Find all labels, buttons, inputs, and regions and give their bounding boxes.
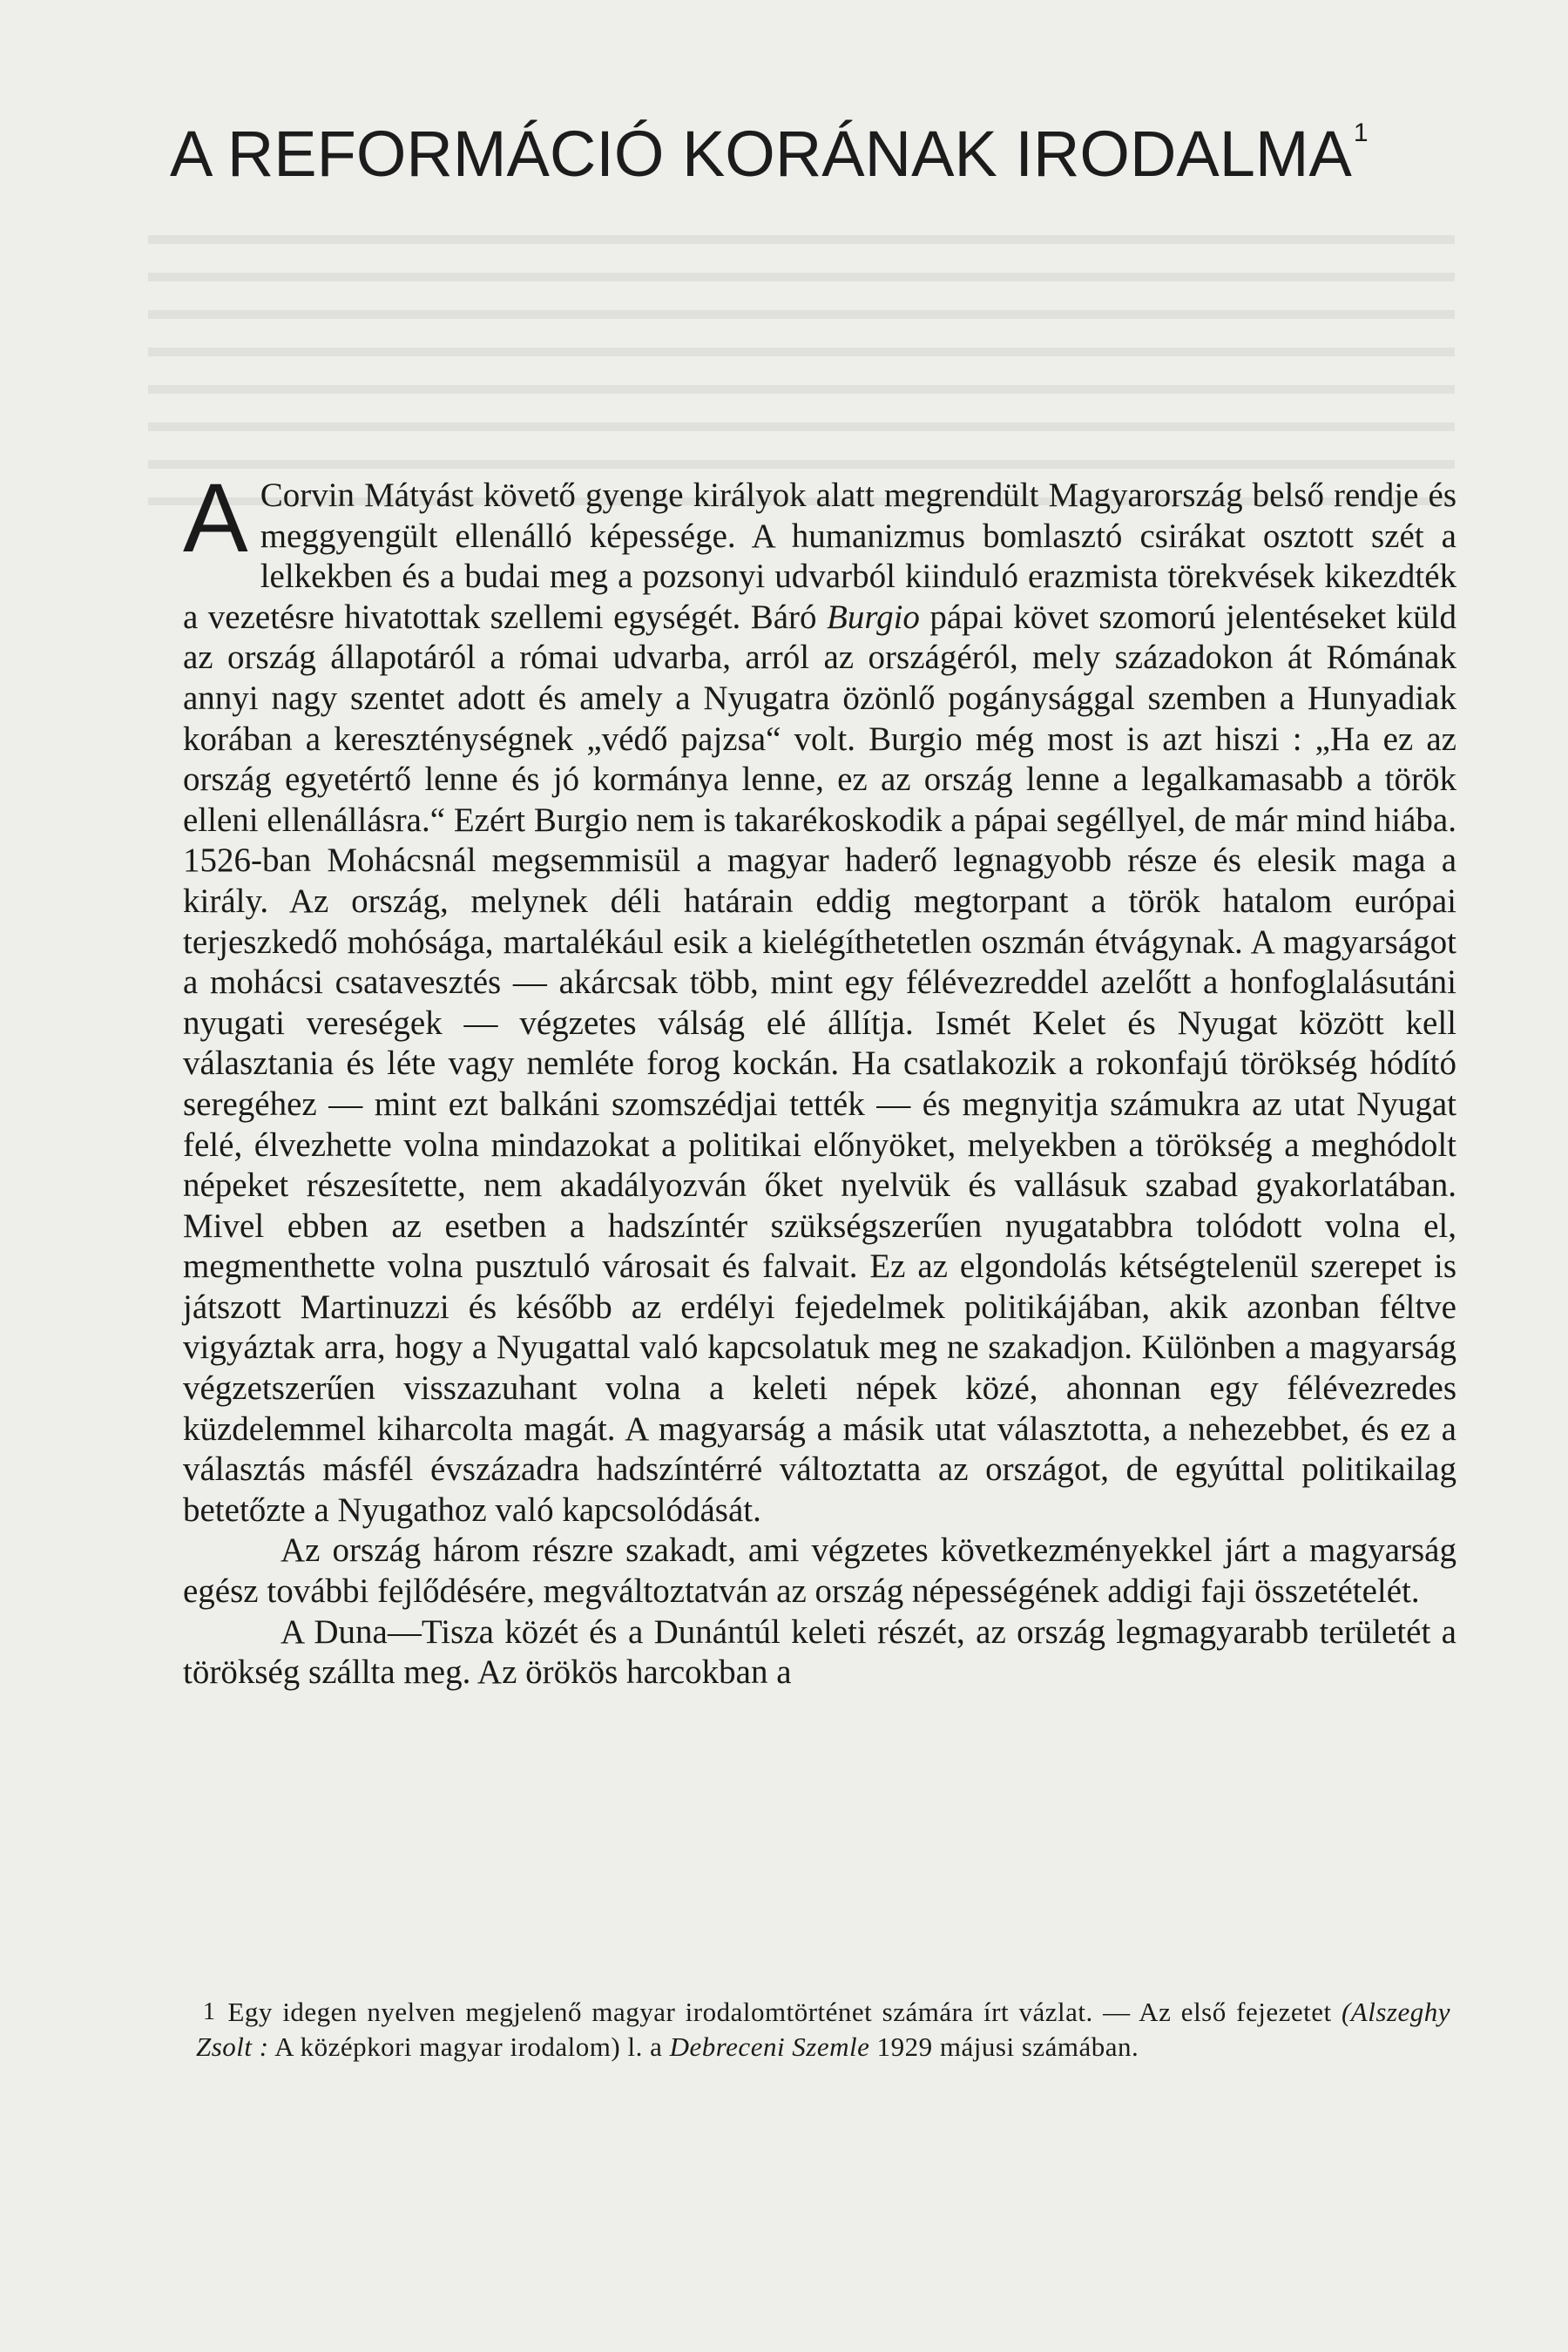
- title-footnote-mark: 1: [1353, 118, 1369, 147]
- page-title-text: A REFORMÁCIÓ KORÁNAK IRODALMA: [170, 118, 1352, 190]
- paragraph-1-text: Corvin Mátyást követő gyenge királyok alatt megrendült Magyarország belső rendje és meggyengült ellenálló képessége. A humanizmus bomlasztó csirákat osztott szét a lelkekben és a budai meg a pozsonyi udvarból kiinduló erazmista törekvések kikezdték a vezetésre hivatottak szellemi egységét. Báró: [183, 476, 1456, 636]
- footnote-text-3: 1929 májusi számában.: [869, 2031, 1139, 2062]
- footnote-italic-journal: Debreceni Szemle: [669, 2031, 870, 2062]
- body-text: [183, 463, 1456, 1693]
- paragraph-3: A Duna—Tisza közét és a Dunántúl keleti részét, az ország legmagyarabb területét a törökség szállta meg. Az örökös harcokban a: [183, 1612, 1456, 1692]
- bleed-through-texture: [148, 235, 1455, 505]
- page-title: [170, 118, 1477, 190]
- paragraph-1: [183, 463, 1456, 1531]
- drop-cap: A: [183, 463, 248, 572]
- footnote-mark: 1: [203, 1998, 216, 2025]
- footnote-italic-author: (Alszeghy Zsolt :: [196, 1997, 1450, 2062]
- paragraph-1-italic-name: Burgio: [827, 598, 920, 636]
- paragraph-2: Az ország három részre szakadt, ami végzetes következményekkel járt a magyarság egész további fejlődésére, megváltoztatván az ország népességének addigi faji összetételét.: [183, 1531, 1456, 1611]
- paragraph-1-text-continued: pápai követ szomorú jelentéseket küld az ország állapotáról a római udvarba, arról az országéról, mely századokon át Rómának annyi nagy szentet adott és amely a Nyugatra özönlő pogánysággal szemben a Hunyadiak korában a kereszténységnek „védő pajzsa“ volt. Burgio még most is azt hiszi : „Ha ez az ország egyetértő lenne és jó kormánya lenne, ez az ország lenne a legalkamasabb a török elleni ellenállásra.“ Ezért Burgio nem is takarékoskodik a pápai segéllyel, de már mind hiába. 1526-ban Mohácsnál megsemmisül a magyar haderő legnagyobb része és elesik maga a király. Az ország, melynek déli határain eddig megtorpant a török hatalom európai terjeszkedő mohósága, martalékául esik a kielégíthetetlen oszmán étvágynak. A magyarságot a mohácsi csatavesztés — akárcsak több, mint egy félévezreddel azelőtt a honfoglalásutáni nyugati vereségek — végzetes válság elé állítja. Ismét Kelet és Nyugat között kell választania és léte vagy nemléte forog kockán. Ha csatlakozik a rokonfajú törökség hódító seregéhez — mint ezt balkáni szomszédjai tették — és megnyitja számukra az utat Nyugat felé, élvezhette volna mindazokat a politikai előnyöket, melyekben a törökség a meghódolt népeket részesítette, nem akadályozván őket nyelvük és vallásuk szabad gyakorlatában. Mivel ebben az esetben a hadszíntér szükségszerűen nyugatabbra tolódott volna el, megmenthette volna pusztuló városait és falvait. Ez az elgondolás kétségtelenül szerepet is játszott Martinuzzi és később az erdélyi fejedelmek politikájában, akik azonban féltve vigyáztak arra, hogy a Nyugattal való kapcsolatuk meg ne szakadjon. Különben a magyarság végzetszerűen visszazuhant volna a keleti népek közé, ahonnan egy félévezredes küzdelemmel kiharcolta magát. A magyarság a másik utat választotta, a nehezebbet, és ez a választás másfél évszázadra hadszíntérré változtatta az országot, de egyúttal politikailag betetőzte a Nyugathoz való kapcsolódását.: [183, 598, 1456, 1529]
- footnote: [196, 1995, 1450, 2065]
- footnote-text-2: A középkori magyar irodalom) l. a: [268, 2031, 670, 2062]
- footnote-text: Egy idegen nyelven megjelenő magyar irodalomtörténet számára írt vázlat. — Az első fejezetet: [227, 1997, 1342, 2027]
